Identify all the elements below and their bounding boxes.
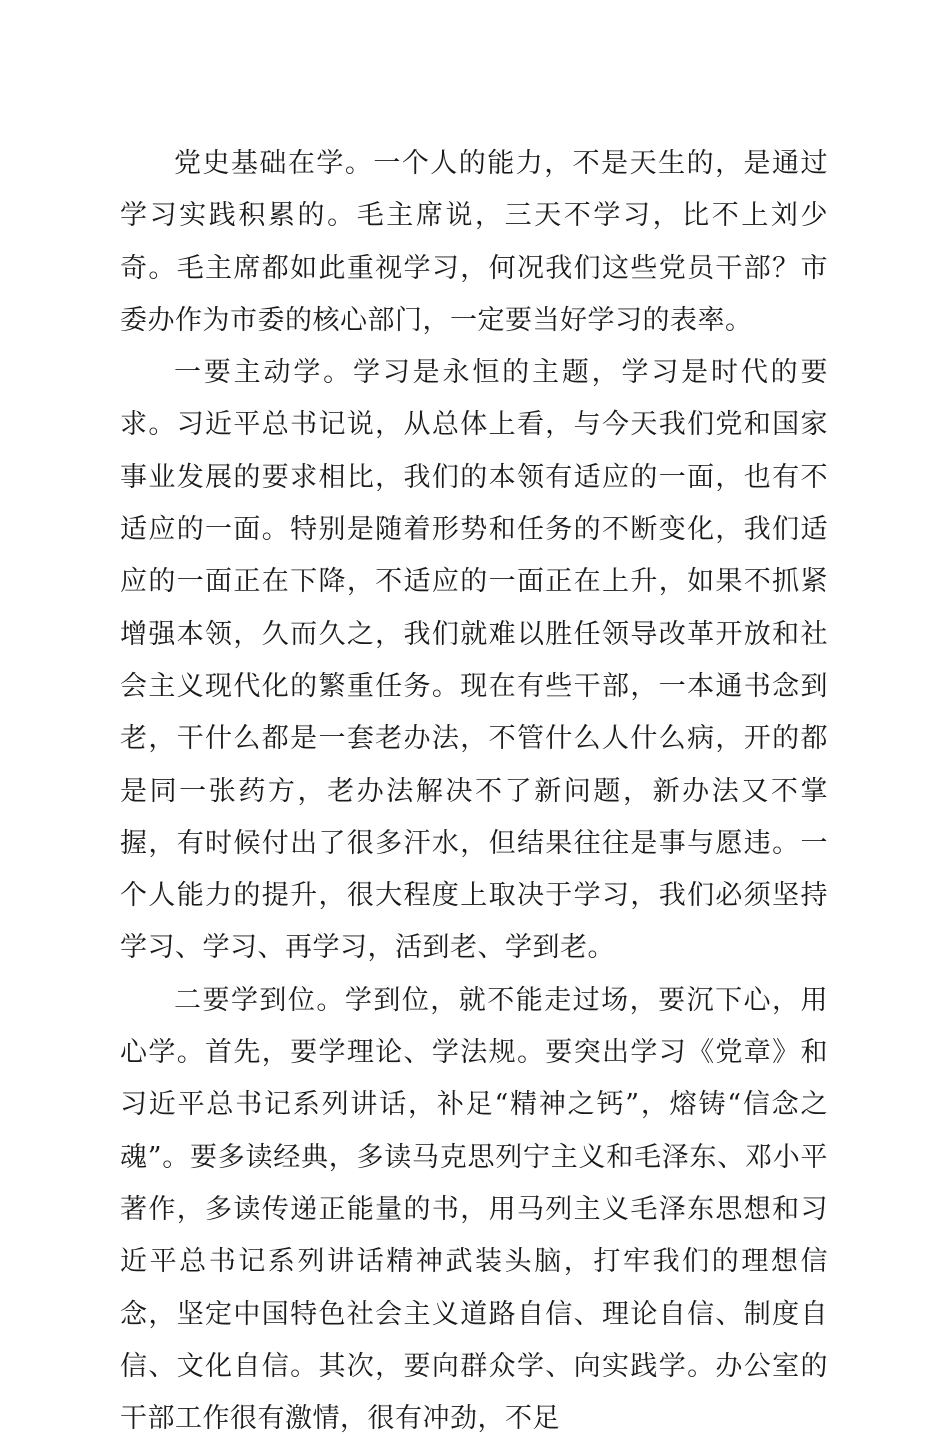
- paragraph-2: 一要主动学。学习是永恒的主题，学习是时代的要求。习近平总书记说，从总体上看，与今天我们党和国家事业发展的要求相比，我们的本领有适应的一面，也有不适应的一面。特别是随着形势和任务的不断变化，我们适应的一面正在下降，不适应的一面正在上升，如果不抓紧增强本领，久而久之，我们就难以胜任领导改革开放和社会主义现代化的繁重任务。现在有些干部，一本通书念到老，干什么都是一套老办法，不管什么人什么病，开的都是同一张药方，老办法解决不了新问题，新办法又不掌握，有时候付出了很多汗水，但结果往往是事与愿违。一个人能力的提升，很大程度上取决于学习，我们必须坚持学习、学习、再学习，活到老、学到老。: [120, 357, 828, 964]
- paragraph-1: 党史基础在学。一个人的能力，不是天生的，是通过学习实践积累的。毛主席说，三天不学习，比不上刘少奇。毛主席都如此重视学习，何况我们这些党员干部？市委办作为市委的核心部门，一定要当好学习的表率。: [120, 148, 828, 336]
- paragraph-3: 二要学到位。学到位，就不能走过场，要沉下心，用心学。首先，要学理论、学法规。要突出学习《党章》和习近平总书记系列讲话，补足“精神之钙”，熔铸“信念之魂”。要多读经典，多读马克思列宁主义和毛泽东、邓小平著作，多读传递正能量的书，用马列主义毛泽东思想和习近平总书记系列讲话精神武装头脑，打牢我们的理想信念，坚定中国特色社会主义道路自信、理论自信、制度自信、文化自信。其次，要向群众学、向实践学。办公室的干部工作很有激情，很有冲劲，不足: [120, 984, 828, 1435]
- body-text: [120, 138, 828, 1445]
